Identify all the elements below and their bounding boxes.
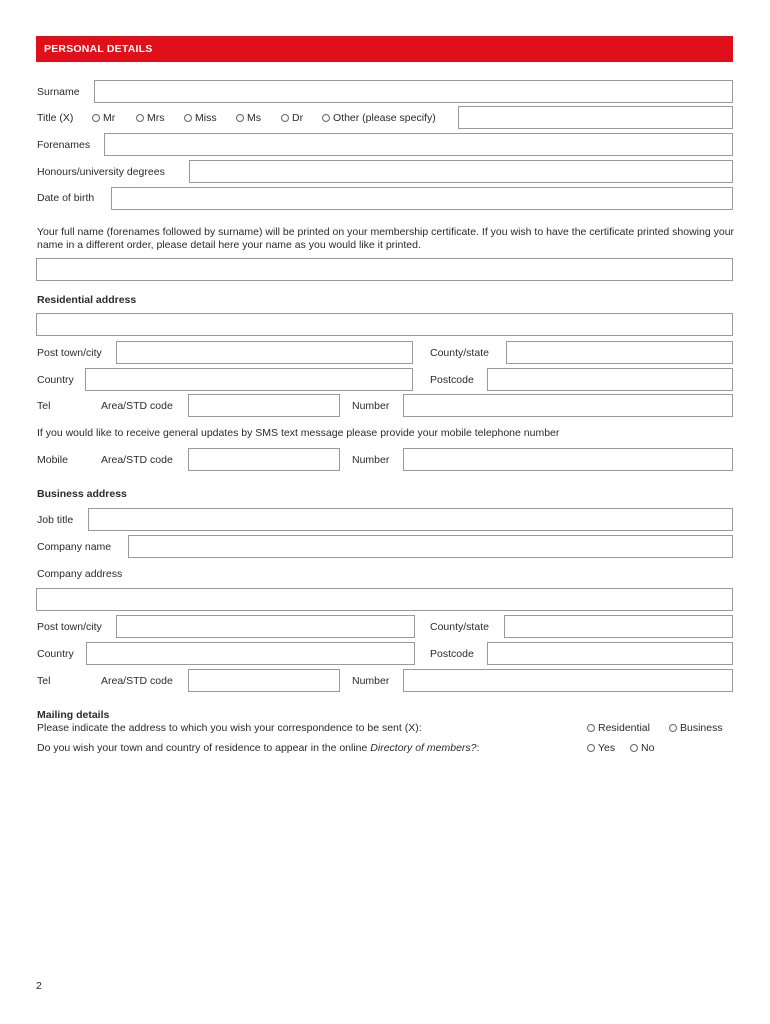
title-radio-miss[interactable]: Miss xyxy=(184,112,217,124)
res-area-code-label: Area/STD code xyxy=(101,400,173,412)
bus-post-town-label: Post town/city xyxy=(37,621,102,633)
mailing-radio-residential[interactable]: Residential xyxy=(587,722,650,734)
company-name-label: Company name xyxy=(37,541,112,553)
business-heading: Business address xyxy=(37,488,127,500)
mobile-label: Mobile xyxy=(37,454,68,466)
res-country-field[interactable] xyxy=(85,368,413,391)
mobile-area-code-field[interactable] xyxy=(188,448,340,471)
residential-heading: Residential address xyxy=(37,294,137,306)
title-radio-other[interactable]: Other (please specify) xyxy=(322,112,436,124)
section-header-title: PERSONAL DETAILS xyxy=(44,43,153,55)
radio-circle-icon xyxy=(236,114,244,122)
mailing-heading: Mailing details xyxy=(37,709,110,721)
res-area-code-field[interactable] xyxy=(188,394,340,417)
mobile-number-field[interactable] xyxy=(403,448,733,471)
title-label: Title (X) xyxy=(37,112,74,124)
title-radio-mr[interactable]: Mr xyxy=(92,112,115,124)
page-number: 2 xyxy=(36,980,42,992)
res-postcode-field[interactable] xyxy=(487,368,733,391)
res-tel-label: Tel xyxy=(37,400,51,412)
res-post-town-field[interactable] xyxy=(116,341,413,364)
company-name-field[interactable] xyxy=(128,535,733,558)
radio-circle-icon xyxy=(630,744,638,752)
bus-county-label: County/state xyxy=(430,621,489,633)
res-postcode-label: Postcode xyxy=(430,374,474,386)
radio-circle-icon xyxy=(322,114,330,122)
res-county-field[interactable] xyxy=(506,341,733,364)
bus-tel-label: Tel xyxy=(37,675,51,687)
res-number-label: Number xyxy=(352,400,390,412)
radio-circle-icon xyxy=(587,744,595,752)
bus-county-field[interactable] xyxy=(504,615,733,638)
surname-label: Surname xyxy=(37,86,80,98)
title-radio-ms[interactable]: Ms xyxy=(236,112,261,124)
company-address-label: Company address xyxy=(37,568,123,580)
sms-note: If you would like to receive general updates by SMS text message please provide your mobile telephone number xyxy=(37,427,560,439)
bus-number-label: Number xyxy=(352,675,390,687)
bus-number-field[interactable] xyxy=(403,669,733,692)
bus-area-code-label: Area/STD code xyxy=(101,675,173,687)
radio-circle-icon xyxy=(136,114,144,122)
mobile-area-code-label: Area/STD code xyxy=(101,454,173,466)
radio-circle-icon xyxy=(587,724,595,732)
surname-field[interactable] xyxy=(94,80,733,103)
res-number-field[interactable] xyxy=(403,394,733,417)
title-radio-mrs[interactable]: Mrs xyxy=(136,112,165,124)
dob-label: Date of birth xyxy=(37,192,95,204)
res-county-label: County/state xyxy=(430,347,489,359)
title-radio-dr[interactable]: Dr xyxy=(281,112,303,124)
honours-label: Honours/university degrees xyxy=(37,166,165,178)
mailing-radio-business[interactable]: Business xyxy=(669,722,723,734)
job-title-field[interactable] xyxy=(88,508,733,531)
bus-postcode-label: Postcode xyxy=(430,648,474,660)
directory-question: Do you wish your town and country of residence to appear in the online Directory of members?: xyxy=(37,742,480,754)
certificate-name-field[interactable] xyxy=(36,258,733,281)
company-address-field[interactable] xyxy=(36,588,733,611)
honours-field[interactable] xyxy=(189,160,733,183)
radio-circle-icon xyxy=(669,724,677,732)
job-title-label: Job title xyxy=(37,514,74,526)
section-header xyxy=(36,36,733,62)
bus-country-label: Country xyxy=(37,648,74,660)
radio-circle-icon xyxy=(92,114,100,122)
bus-country-field[interactable] xyxy=(86,642,415,665)
bus-post-town-field[interactable] xyxy=(116,615,415,638)
bus-postcode-field[interactable] xyxy=(487,642,733,665)
directory-radio-no[interactable]: No xyxy=(630,742,654,754)
res-post-town-label: Post town/city xyxy=(37,347,102,359)
certificate-note: Your full name (forenames followed by surname) will be printed on your membership certificate. If you wish to have the certificate printed showing your name in a different order, please detail here your name as you would like it printed. xyxy=(37,226,735,251)
directory-radio-yes[interactable]: Yes xyxy=(587,742,615,754)
radio-circle-icon xyxy=(184,114,192,122)
dob-field[interactable] xyxy=(111,187,733,210)
mobile-number-label: Number xyxy=(352,454,390,466)
forenames-field[interactable] xyxy=(104,133,733,156)
title-other-field[interactable] xyxy=(458,106,733,129)
radio-circle-icon xyxy=(281,114,289,122)
forenames-label: Forenames xyxy=(37,139,91,151)
res-country-label: Country xyxy=(37,374,74,386)
mailing-address-question: Please indicate the address to which you wish your correspondence to be sent (X): xyxy=(37,722,422,734)
residential-address-field[interactable] xyxy=(36,313,733,336)
bus-area-code-field[interactable] xyxy=(188,669,340,692)
